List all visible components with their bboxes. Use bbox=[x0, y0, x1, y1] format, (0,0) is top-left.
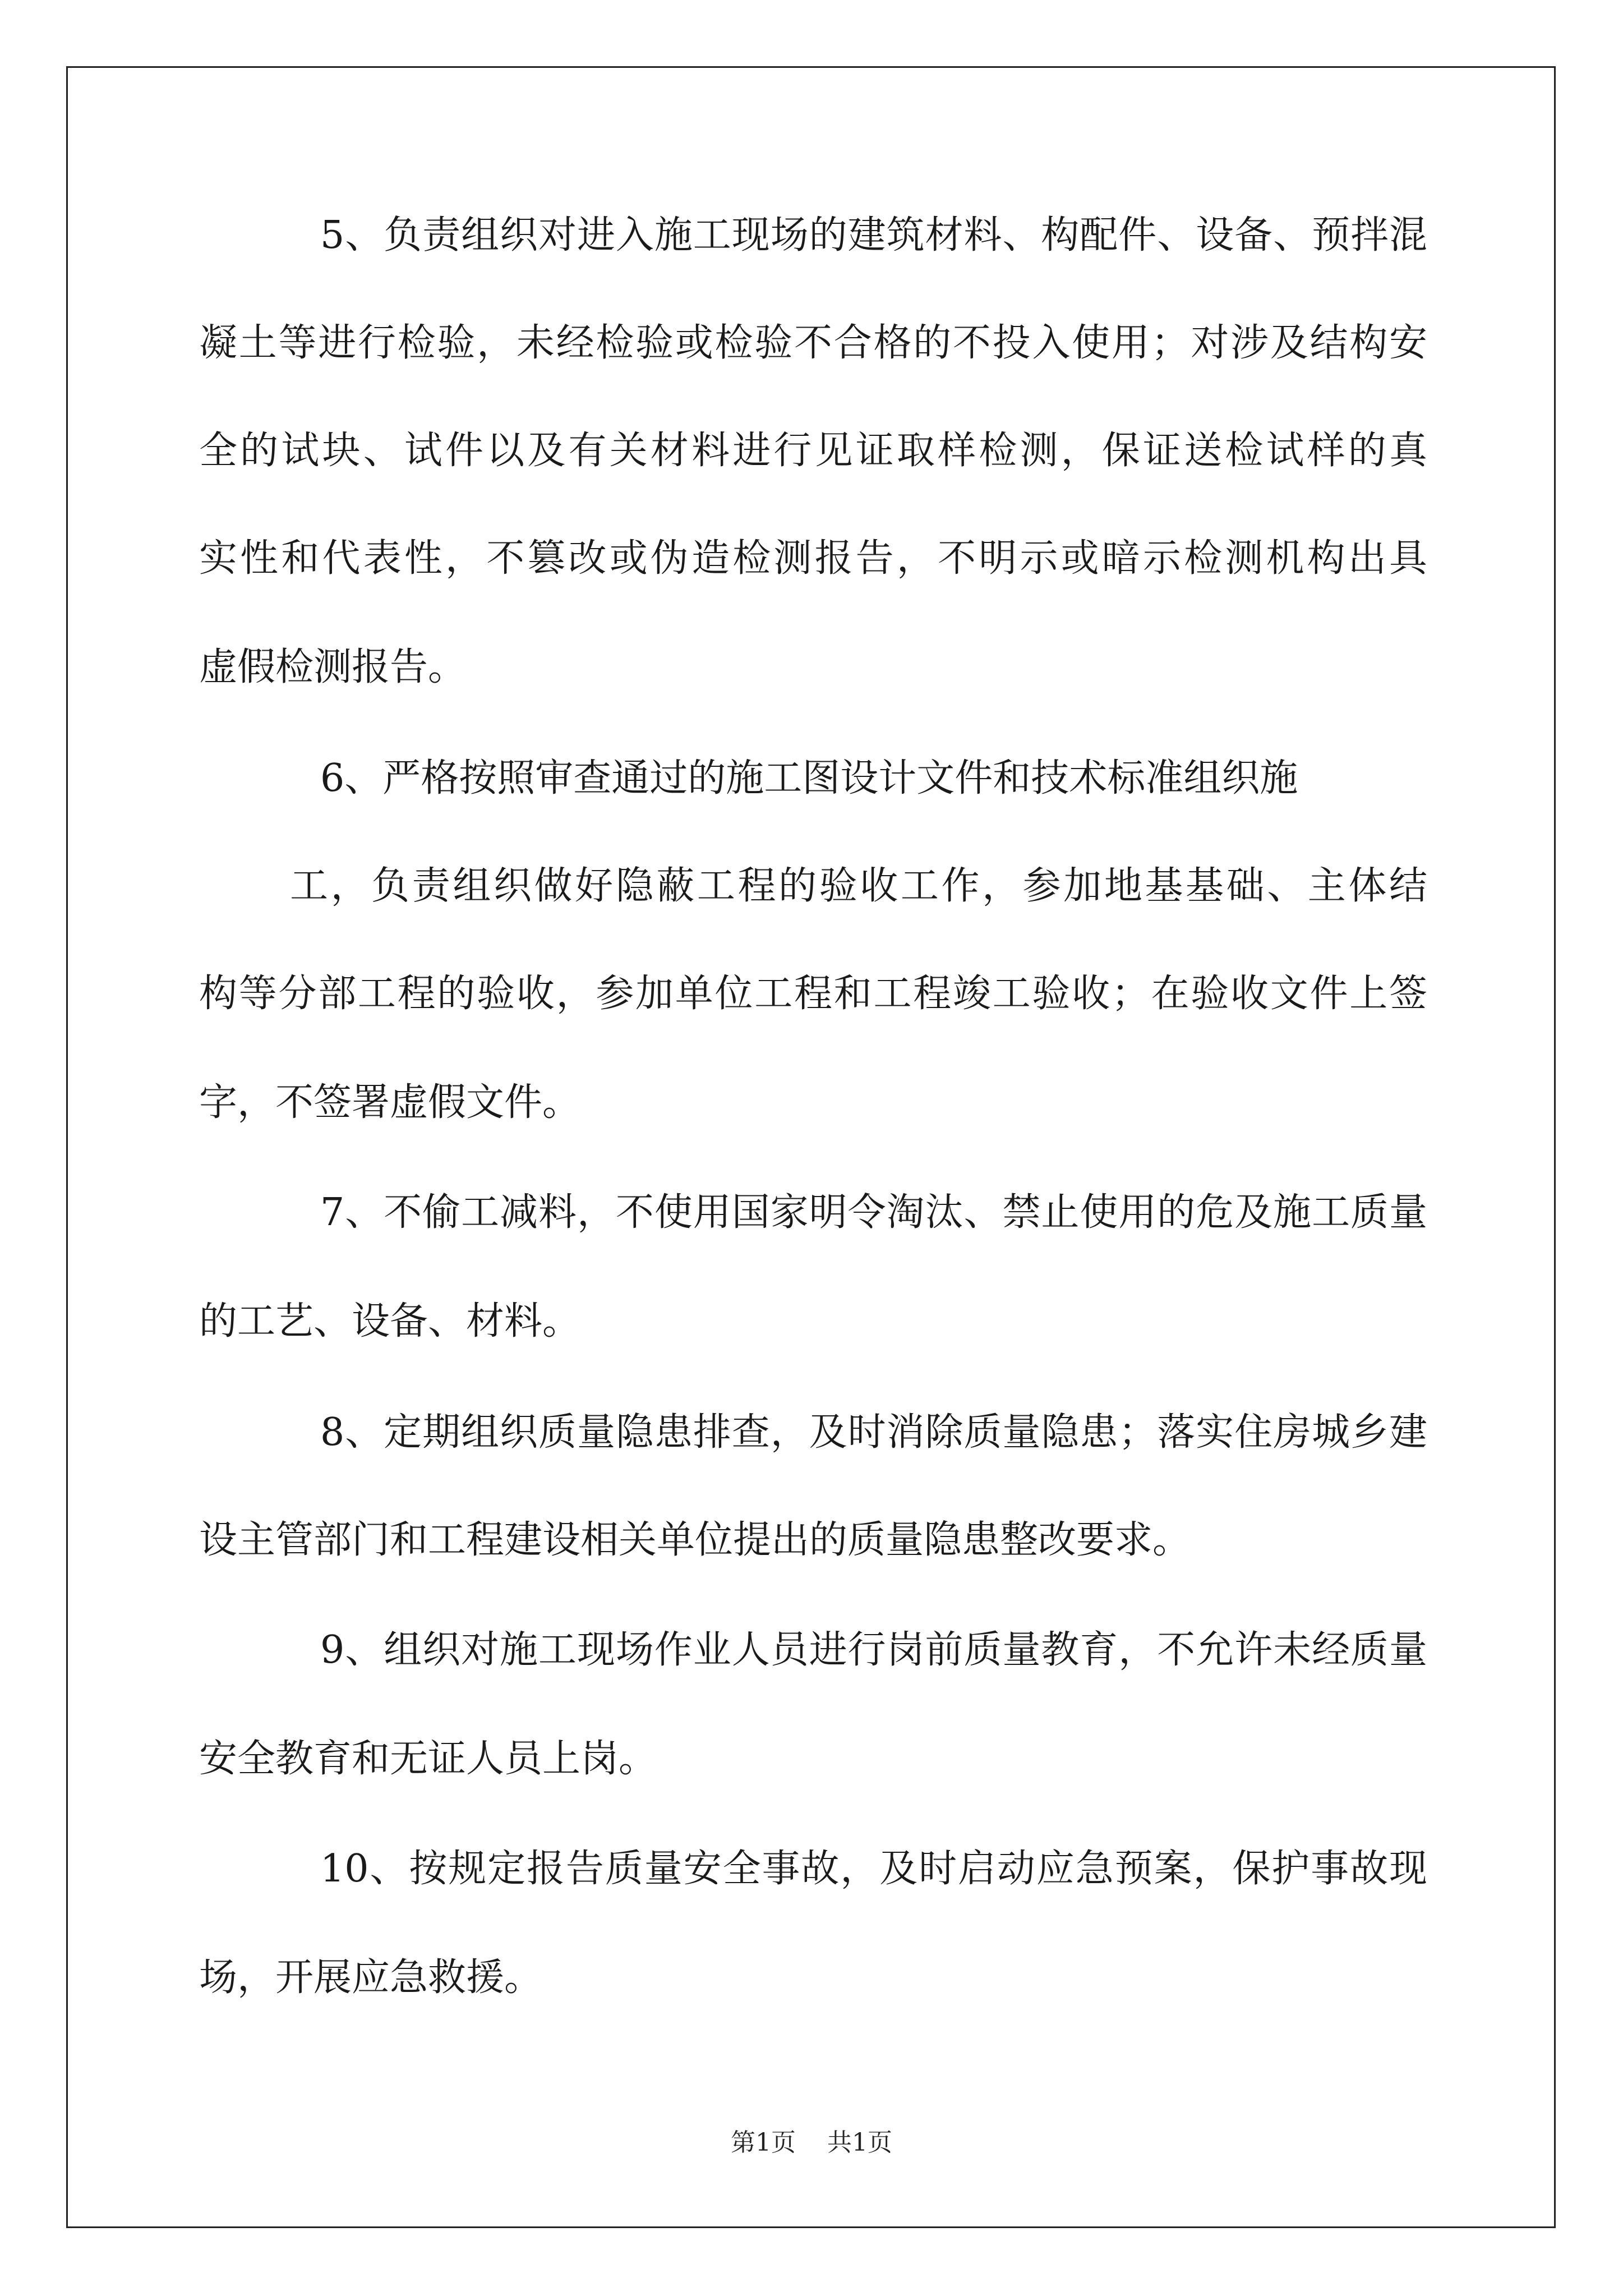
text-line: 9、组织对施工现场作业人员进行岗前质量教育，不允许未经质量 bbox=[320, 1628, 1427, 1672]
page-footer bbox=[0, 2126, 1623, 2160]
text-line: 虚假检测报告。 bbox=[199, 645, 467, 689]
text-line: 的工艺、设备、材料。 bbox=[199, 1299, 581, 1343]
text-line: 10、按规定报告质量安全事故，及时启动应急预案，保护事故现 bbox=[320, 1847, 1427, 1891]
text-line: 6、严格按照审查通过的施工图设计文件和技术标准组织施 bbox=[320, 756, 1298, 800]
text-line: 实性和代表性，不篡改或伪造检测报告，不明示或暗示检测机构出具 bbox=[199, 536, 1427, 581]
text-line: 构等分部工程的验收，参加单位工程和工程竣工验收；在验收文件上签 bbox=[199, 972, 1427, 1016]
text-line: 工，负责组织做好隐蔽工程的验收工作，参加地基基础、主体结 bbox=[290, 864, 1427, 908]
text-line: 全的试块、试件以及有关材料进行见证取样检测，保证送检试样的真 bbox=[199, 429, 1427, 473]
text-line: 5、负责组织对进入施工现场的建筑材料、构配件、设备、预拌混 bbox=[320, 213, 1427, 257]
text-line: 场，开展应急救援。 bbox=[199, 1955, 543, 2000]
text-line: 8、定期组织质量隐患排查，及时消除质量隐患；落实住房城乡建 bbox=[320, 1410, 1427, 1455]
text-line: 字，不签署虚假文件。 bbox=[199, 1080, 581, 1125]
text-line: 凝土等进行检验，未经检验或检验不合格的不投入使用；对涉及结构安 bbox=[199, 321, 1427, 365]
text-line: 7、不偷工减料，不使用国家明令淘汰、禁止使用的危及施工质量 bbox=[320, 1190, 1427, 1235]
text-line: 安全教育和无证人员上岗。 bbox=[199, 1737, 657, 1781]
page-border bbox=[66, 66, 1556, 2228]
text-line: 设主管部门和工程建设相关单位提出的质量隐患整改要求。 bbox=[199, 1518, 1191, 1562]
page-total: 共1页 bbox=[827, 2128, 892, 2157]
page-number: 第1页 bbox=[731, 2128, 796, 2157]
